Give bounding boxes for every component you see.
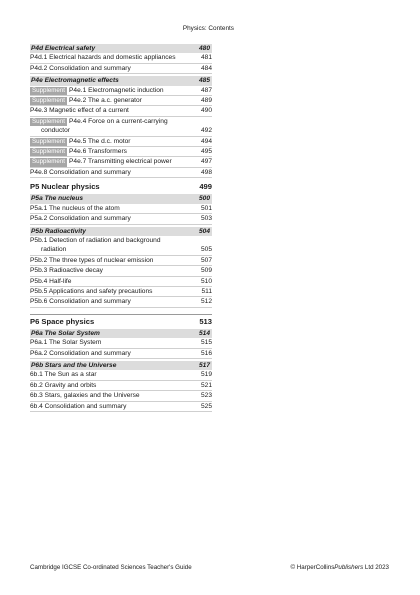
page-number: 492 — [200, 127, 212, 135]
toc-entry — [30, 391, 212, 401]
toc-entry — [30, 96, 212, 106]
page-number: 521 — [200, 381, 212, 389]
page-number: 515 — [200, 339, 212, 347]
page-number: 503 — [200, 215, 212, 223]
toc-label-text: P4e Electromagnetic effects — [31, 77, 119, 85]
page-number: 498 — [200, 168, 212, 176]
toc-label-text: P5 Nuclear physics — [30, 182, 100, 192]
subsection-heading — [30, 329, 212, 338]
supplement-tag: Supplement — [32, 117, 66, 125]
toc-entry — [30, 168, 212, 178]
toc-label — [31, 44, 189, 53]
toc-label — [30, 53, 190, 62]
toc-label — [30, 287, 190, 296]
toc-label — [30, 214, 190, 223]
running-head: Physics: Contents — [182, 25, 234, 32]
toc-label-text: P4e.8 Consolidation and summary — [30, 168, 131, 176]
page-number: 497 — [200, 158, 212, 166]
subsection-heading — [30, 194, 212, 203]
section-heading — [30, 314, 212, 327]
toc-label-text: P5b.1 Detection of radiation and background — [30, 236, 161, 244]
toc-label — [30, 316, 190, 327]
toc-label — [30, 297, 190, 306]
toc-label-text: P4d Electrical safety — [31, 45, 96, 52]
toc-label — [30, 96, 190, 105]
toc-label-text: P4e.5 The d.c. motor — [69, 137, 131, 145]
supplement-tag: Supplement — [32, 137, 66, 145]
toc-label-continuation: conductor — [41, 127, 70, 135]
toc-label-continuation: radiation — [41, 246, 67, 254]
toc-label-text: 6b.4 Consolidation and summary — [30, 402, 127, 410]
page-number: 510 — [200, 277, 212, 285]
page-number: 512 — [200, 298, 212, 306]
toc-label — [30, 277, 190, 286]
toc-label-text: P5b.4 Half-life — [30, 277, 72, 285]
toc-label-text: P4e.7 Transmitting electrical power — [69, 158, 172, 166]
page-number: 499 — [199, 182, 212, 192]
toc-label-text: P4e.4 Force on a current-carrying — [69, 117, 168, 125]
toc-label — [30, 147, 190, 156]
toc-label-text: P5b.2 The three types of nuclear emission — [30, 256, 154, 264]
toc-label — [30, 204, 190, 213]
toc-label — [30, 64, 190, 73]
supplement-tag: Supplement — [32, 148, 66, 156]
page-number: 494 — [200, 137, 212, 145]
toc-label-text: P6a.1 The Solar System — [30, 339, 102, 347]
subsection-heading — [30, 44, 212, 53]
page-number: 516 — [200, 349, 212, 357]
toc-label — [30, 157, 190, 166]
toc-label — [30, 181, 190, 192]
toc-entry — [30, 157, 212, 167]
page-number: 481 — [200, 54, 212, 62]
toc-entry — [30, 147, 212, 157]
toc-label-text: P5b Radioactivity — [31, 227, 86, 235]
toc-label-text: P6 Space physics — [30, 316, 95, 326]
toc-label-text: P6a.2 Consolidation and summary — [30, 349, 131, 357]
toc-entry — [30, 402, 212, 412]
toc-entry — [30, 370, 212, 380]
toc-entry — [30, 256, 212, 266]
toc-label — [30, 86, 190, 95]
page-number: 501 — [200, 204, 212, 212]
page-number: 513 — [199, 316, 212, 326]
subsection-heading — [30, 227, 212, 236]
toc-label-text: P5b.6 Consolidation and summary — [30, 298, 131, 306]
page-number: 480 — [198, 45, 210, 52]
page-number: 525 — [200, 402, 212, 410]
toc-label-text: P4e.2 The a.c. generator — [69, 97, 142, 105]
section-heading — [30, 180, 212, 192]
toc-label — [31, 329, 189, 338]
toc-label-text: P4e.3 Magnetic effect of a current — [30, 107, 129, 115]
toc-label — [30, 338, 190, 347]
footer-title: Cambridge IGCSE Co-ordinated Sciences Teacher's Guide — [30, 564, 192, 571]
toc-label-text: P4d.2 Consolidation and summary — [30, 64, 131, 72]
toc-label — [30, 117, 190, 136]
toc-label — [30, 370, 190, 379]
toc-entry — [30, 204, 212, 214]
page-number: 509 — [200, 267, 212, 275]
copyright-suffix: Ltd 2023 — [363, 564, 389, 571]
page-number: 505 — [200, 246, 212, 254]
copyright-italic: Publishers — [334, 564, 364, 571]
toc-entry — [30, 277, 212, 287]
page-number: 507 — [200, 256, 212, 264]
toc-label — [30, 236, 190, 255]
page-number: 519 — [200, 371, 212, 379]
toc-entry — [30, 266, 212, 276]
toc-label-text: P4d.1 Electrical hazards and domestic appliances — [30, 54, 176, 62]
toc-entry — [30, 381, 212, 391]
page-number: 517 — [198, 361, 210, 369]
toc-label — [30, 106, 190, 115]
footer-copyright — [291, 564, 389, 571]
page-number: 514 — [198, 329, 210, 337]
page-number: 487 — [200, 86, 212, 94]
toc-label — [30, 256, 190, 265]
toc-label-text: P4e.1 Electromagnetic induction — [69, 86, 164, 94]
toc-entry — [30, 287, 212, 297]
page-number: 500 — [198, 195, 210, 203]
supplement-tag: Supplement — [32, 158, 66, 166]
toc-entry — [30, 86, 212, 96]
toc-label — [30, 391, 190, 400]
toc-label-text: P5b.5 Applications and safety precautions — [30, 287, 153, 295]
toc-entry — [30, 214, 212, 224]
page-number: 511 — [201, 287, 212, 295]
toc-entry — [30, 117, 212, 137]
copyright-prefix: © HarperCollins — [290, 564, 335, 571]
toc-label — [30, 381, 190, 390]
toc-label — [30, 349, 190, 358]
toc-entry — [30, 349, 212, 359]
toc-entry — [30, 338, 212, 348]
toc-label-text: P5b.3 Radioactive decay — [30, 267, 103, 275]
toc-label — [30, 402, 190, 411]
toc-label-text: P4e.6 Transformers — [69, 148, 127, 156]
page-number: 490 — [200, 107, 212, 115]
toc-entry — [30, 106, 212, 116]
toc-label — [31, 194, 189, 203]
toc-label-text: 6b.3 Stars, galaxies and the Universe — [30, 392, 140, 400]
page-number: 504 — [198, 227, 210, 235]
toc-entry — [30, 297, 212, 307]
toc-label-text: P5a.1 The nucleus of the atom — [30, 204, 120, 212]
table-of-contents — [30, 42, 212, 412]
toc-entry — [30, 64, 212, 74]
toc-label-text: P5a The nucleus — [31, 195, 84, 203]
supplement-tag: Supplement — [32, 86, 66, 94]
page-number: 489 — [200, 97, 212, 105]
page-number: 523 — [200, 392, 212, 400]
page-number: 485 — [198, 77, 210, 85]
toc-label — [30, 137, 190, 146]
page-number: 484 — [200, 64, 212, 72]
toc-label — [31, 76, 189, 85]
toc-label-text: P6a The Solar System — [31, 329, 100, 337]
toc-label-text: 6b.2 Gravity and orbits — [30, 381, 97, 389]
toc-entry — [30, 236, 212, 256]
toc-entry — [30, 137, 212, 147]
toc-label — [30, 168, 190, 177]
toc-label — [31, 361, 189, 370]
toc-label-text: P6b Stars and the Universe — [31, 361, 117, 369]
toc-label — [30, 266, 190, 275]
supplement-tag: Supplement — [32, 97, 66, 105]
subsection-heading — [30, 76, 212, 85]
toc-label-text: P5a.2 Consolidation and summary — [30, 215, 131, 223]
toc-entry — [30, 53, 212, 63]
toc-label — [31, 227, 189, 236]
toc-label-text: 6b.1 The Sun as a star — [30, 371, 97, 379]
page-number: 495 — [200, 148, 212, 156]
subsection-heading — [30, 361, 212, 370]
